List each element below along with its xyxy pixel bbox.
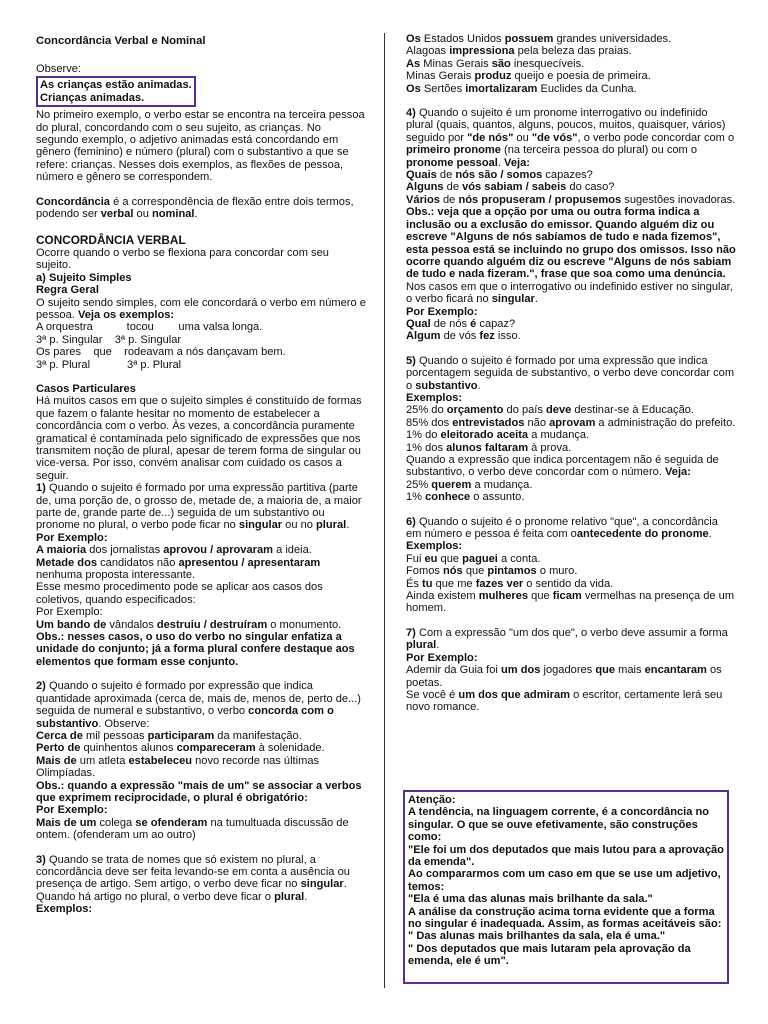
case-3-end: . [304, 890, 308, 903]
regra-text [36, 297, 366, 322]
case-3-num: 3) [36, 853, 46, 866]
c2e2a: Perto de [36, 742, 81, 755]
case-3-exemplos: Exemplos: [36, 903, 93, 916]
example-1-note: 3ª p. Singular 3ª p. Singular [36, 333, 182, 346]
r3b: Minas Gerais [420, 57, 492, 70]
attention-box [403, 790, 729, 984]
case-3-mid: . Quando há artigo no plural, o verbo deve ficar o [36, 878, 347, 903]
case-6 [406, 516, 736, 541]
observe-section [36, 63, 366, 916]
r4a: Minas Gerais [406, 70, 475, 83]
attention-q1: "Ele foi um dos deputados que mais lutou para a aprovação da emenda". [408, 843, 724, 869]
c6e4c: que [528, 590, 553, 603]
case-4-text: Quando o sujeito é um pronome interrogativo ou indefinido plural (quais, quantos, alguns, poucos, muitos, quaisquer, vários) seguido por [406, 107, 726, 144]
c5e2d: aprovam [549, 416, 596, 429]
attention-p2: Ao compararmos com um caso em que se use um adjetivo, temos: [408, 868, 721, 893]
case-1-singular: singular [238, 519, 283, 532]
regra-text-a: O sujeito sendo simples, com ele concordará o verbo em número e pessoa. [36, 296, 366, 321]
c2e3b: um atleta [76, 754, 129, 767]
case-5-ex3 [406, 429, 736, 441]
case-4-q2: "de vós" [531, 131, 578, 144]
c6e1d: paguei [462, 552, 498, 565]
c6e3a: És [406, 577, 423, 590]
case-2-bold: concorda com o substantivo [36, 705, 334, 730]
case-5-ex6 [406, 491, 736, 503]
case-5-b: substantivo [415, 379, 478, 392]
case-1-ex3 [36, 619, 366, 631]
c1e3b: vândalos [106, 618, 157, 631]
case-6-b: antecedente do pronome [576, 528, 709, 541]
case-7-por-exemplo: Por Exemplo: [406, 651, 478, 664]
r4c: queijo e poesia de primeira. [511, 70, 651, 83]
case-4-ex5 [406, 330, 736, 342]
c2e4d: na tumultuada discussão de ontem. (ofenderam um ao outro) [36, 816, 349, 842]
c1e3d: o monumento. [267, 618, 342, 631]
r5c: imortalizaram [465, 82, 538, 95]
c4e2d: do caso? [566, 181, 615, 194]
c5e1a: 25% do [406, 404, 447, 417]
case-4-or: ou [513, 131, 532, 144]
c5e2c: não [524, 416, 550, 429]
c1e1b: dos jornalistas [86, 544, 164, 557]
case-4-ex2 [406, 181, 736, 193]
c5e2a: 85% dos [406, 416, 453, 429]
case-6-ex1 [406, 553, 736, 565]
case-6-ex3 [406, 578, 736, 590]
case-1 [36, 482, 366, 532]
case-5 [406, 355, 736, 392]
definition-nominal: nominal [151, 208, 195, 221]
case-6-num: 6) [406, 515, 416, 528]
c6e4d: ficam [552, 590, 582, 603]
case-4-ex3 [406, 194, 736, 206]
example-2: Os pares que rodeavam a nós dançavam bem. [36, 346, 286, 359]
case-7-ex2 [406, 689, 736, 714]
case-3-plural: plural [274, 890, 305, 903]
case-6-ex4 [406, 590, 736, 615]
c6e2c: que [462, 565, 488, 578]
c6e3b: tu [422, 577, 433, 590]
r2b: impressiona [449, 45, 515, 58]
c4e3c: nós propuseram / propusemos [458, 193, 622, 206]
c6e1a: Fui [406, 552, 425, 565]
case-7-end: . [436, 639, 440, 652]
regra-heading: Regra Geral [36, 284, 99, 297]
attention-p1: A tendência, na linguagem corrente, é a concordância no singular. O que se ouve efetivamente, são construções como: [408, 806, 710, 844]
c5e6a: 1% [406, 491, 426, 504]
c5e3b: eleitorado aceita [440, 429, 529, 442]
c4e5a: Algum [406, 330, 441, 343]
case-7-text: Com a expressão "um dos que", o verbo deve assumir a forma [415, 626, 728, 639]
definition-end: . [194, 208, 198, 221]
attention-p3: A análise da construção acima torna evidente que a forma no singular é inadequada. Assim, as formas aceitáveis são: [408, 905, 722, 931]
c4e4c: é [470, 317, 477, 330]
c5ma: Quando a expressão que indica porcentagem não é seguida de substantivo, o verbo deve concordar com o número. [406, 454, 719, 479]
c4e4b: de nós [430, 317, 471, 330]
c6e3e: o sentido da vida. [523, 577, 614, 590]
c7e1a: Ademir da Guia foi [406, 664, 501, 677]
r-ex1 [406, 33, 736, 45]
case-5-ex4 [406, 442, 736, 454]
observe-examples-box [36, 76, 196, 107]
case-1-end: . [346, 519, 350, 532]
r3c: são [491, 57, 511, 70]
case-3-text: Quando se trata de nomes que só existem no plural, a concordância deve ser feita levando-se em conta a ausência ou presença de artigo. Sem artigo, o verbo deve ficar no [36, 853, 350, 891]
c7e1b: um dos [500, 664, 541, 677]
case-3-singular: singular [300, 878, 344, 891]
c2e2c: compareceram [176, 742, 256, 755]
c1e2a: Metade dos [36, 556, 98, 569]
c2e4c: se ofenderam [135, 816, 208, 829]
c4e3a: Vários [406, 193, 440, 206]
definition-paragraph [36, 196, 366, 221]
case-4-veja: Veja: [504, 156, 530, 169]
r-ex4 [406, 70, 736, 82]
c4e5d: isso. [494, 330, 521, 343]
r3a: As [406, 57, 421, 70]
attention-q3: " Das alunas mais brilhantes da sala, ela é uma." [408, 930, 666, 943]
c5e4c: à prova. [528, 441, 572, 454]
r1d: grandes universidades. [553, 33, 672, 45]
case-4 [406, 107, 736, 169]
c5e1b: orçamento [446, 404, 504, 417]
c4e5b: de vós [440, 330, 480, 343]
case-4-ex4 [406, 318, 736, 330]
c5mb: Veja: [665, 466, 691, 479]
case-2-por-exemplo: Por Exemplo: [36, 804, 108, 817]
case-7 [406, 627, 736, 652]
c4e1b: de [436, 169, 456, 182]
r5b: Sertões [420, 82, 466, 95]
c4e1a: Quais [406, 169, 437, 182]
c5e3a: 1% do [406, 429, 441, 442]
c1e1c: aprovou / aprovaram [163, 544, 273, 557]
case-4-text2: , o verbo pode concordar com o [577, 131, 735, 144]
case-2-num: 2) [36, 680, 46, 693]
case-5-exemplos: Exemplos: [406, 391, 463, 404]
case-4-b2: pronome pessoal [406, 156, 498, 169]
case-1-por-exemplo-plain: Por Exemplo: [36, 606, 103, 619]
case-5-end: . [477, 379, 481, 392]
right-column [406, 33, 736, 714]
case-2 [36, 680, 366, 730]
r2a: Alagoas [406, 45, 450, 58]
c2e1c: participaram [147, 729, 215, 742]
observe-example-1: As crianças estão animadas. [40, 79, 192, 92]
c7e1f: encantaram [644, 664, 707, 677]
c5e6c: o assunto. [470, 491, 525, 504]
definition-term: Concordância [36, 195, 110, 208]
c7e1c: jogadores [540, 664, 596, 677]
case-6-text: Quando o sujeito é o pronome relativo "que", a concordância em número e pessoa é feita com o [406, 515, 718, 541]
case-2-ex4 [36, 817, 366, 842]
c2e3a: Mais de [36, 754, 77, 767]
c5e2e: a administração do prefeito. [595, 416, 736, 429]
case-2-text: Quando o sujeito é formado por expressão que indica quantidade aproximada (cerca de, mais de, menos de, perto de...) seguida de numeral e substantivo, o verbo [36, 680, 361, 718]
case-1-ex2 [36, 557, 366, 582]
c6e3c: que me [432, 577, 476, 590]
case-1-por-exemplo: Por Exemplo: [36, 531, 108, 544]
case-1-text: Quando o sujeito é formado por uma expressão partitiva (parte de, uma porção de, o grosso de, metade de, a maioria de, a maior parte de, grande parte de...) seguida de um substantivo ou pronome no plural, o verbo pode ficar no [36, 482, 362, 532]
definition-text: é a correspondência de flexão entre dois termos, podendo ser [36, 195, 354, 221]
r1b: Estados Unidos [420, 33, 505, 45]
c6e1b: eu [424, 552, 438, 565]
c4e1d: capazes? [542, 169, 593, 182]
case-5-ex1 [406, 404, 736, 416]
c7e2b: um dos que admiram [458, 688, 570, 701]
case-5-ex2 [406, 417, 736, 429]
regra-text-b: Veja os exemplos: [77, 308, 175, 321]
c2e1a: Cerca de [36, 729, 83, 742]
c2e2d: à solenidade. [255, 742, 325, 755]
r2c: pela beleza das praias. [514, 45, 632, 58]
r4b: produz [474, 70, 512, 83]
c4e2b: de [443, 181, 463, 194]
c6e3d: fazes ver [475, 577, 524, 590]
c4e3d: sugestões inovadoras. [621, 193, 736, 206]
casos-heading: Casos Particulares [36, 382, 136, 395]
example-1: A orquestra tocou uma valsa longa. [36, 321, 263, 334]
c4e3b: de [439, 193, 459, 206]
r-ex5 [406, 83, 736, 95]
case-4-text4: . [497, 156, 505, 169]
c4e2a: Alguns [406, 181, 444, 194]
c4mc: . [534, 293, 538, 306]
case-6-end: . [708, 528, 712, 541]
c6e2e: o muro. [536, 565, 578, 578]
case-5-num: 5) [406, 354, 416, 367]
example-2-note: 3ª p. Plural 3ª p. Plural [36, 358, 182, 371]
case-4-obs: Obs.: veja que a opção por uma ou outra forma indica a inclusão ou a exclusão do emissor. Quando alguém diz ou escreve "Alguns de nós sabíamos de tudo e nada fizemos", esta pessoa está se incluindo no grupo dos omissos. Isso não ocorre quando alguém diz ou escreve "Alguns de nós sabiam de tudo e nada fizeram.", frase que soa como uma denúncia. [406, 206, 736, 281]
c6e1c: que [437, 552, 463, 565]
case-5-text: Quando o sujeito é formado por uma expressão que indica porcentagem seguida de substantivo, o verbo deve concordar com o [406, 354, 735, 392]
c4ma: Nos casos em que o interrogativo ou indefinido estiver no singular, o verbo ficará no [406, 280, 733, 306]
case-4-num: 4) [406, 107, 416, 120]
c6e4b: mulheres [478, 590, 529, 603]
c5e5a: 25% [406, 478, 432, 491]
c5e1d: deve [546, 404, 572, 417]
verbal-heading: CONCORDÂNCIA VERBAL [36, 233, 186, 248]
c7e1e: mais [615, 664, 645, 677]
case-3 [36, 854, 366, 904]
c7e2c: o escritor, certamente lerá seu novo romance. [406, 688, 723, 714]
c2e3d: novo recorde nas últimas Olimpíadas. [36, 754, 320, 780]
c4e2c: vós sabiam / sabeis [462, 181, 567, 194]
case-4-b1: primeiro pronome [406, 144, 501, 157]
case-1-ex1 [36, 544, 366, 556]
case-7-num: 7) [406, 626, 416, 639]
case-6-ex2 [406, 565, 736, 577]
case-4-por-exemplo: Por Exemplo: [406, 305, 478, 318]
case-4-text3: (na terceira pessoa do plural) ou com o [500, 144, 698, 157]
observe-label: Observe: [36, 63, 82, 75]
c6e2a: Fomos [406, 565, 443, 578]
c7e2a: Se você é [406, 688, 459, 701]
c5e1e: destinar-se à Educação. [571, 404, 695, 417]
document-title: Concordância Verbal e Nominal [36, 35, 206, 47]
case-2-ex2 [36, 742, 366, 754]
c6e4a: Ainda existem [406, 590, 479, 603]
c2e4a: Mais de um [36, 816, 97, 829]
c5e2b: entrevistados [452, 416, 525, 429]
c6e2d: pintamos [487, 565, 537, 578]
c1e3a: Um bando de [36, 618, 107, 631]
c1e1d: a ideia. [272, 544, 312, 557]
case-6-exemplos: Exemplos: [406, 540, 463, 553]
c5e5b: querem [431, 478, 472, 491]
case-4-ex1 [406, 169, 736, 181]
c4e5c: fez [479, 330, 495, 343]
c4e4a: Qual [406, 317, 431, 330]
r-ex3 [406, 58, 736, 70]
case-5-more [406, 454, 736, 479]
c7e1d: que [595, 664, 616, 677]
r1c: possuem [504, 33, 554, 45]
definition-verbal: verbal [100, 208, 134, 221]
c5e4b: alunos faltaram [446, 441, 529, 454]
c7e1g: os poetas. [406, 664, 722, 689]
c1e2b: candidatos não [97, 556, 179, 569]
observe-example-2: Crianças animadas. [40, 91, 145, 104]
r5d: Euclides da Cunha. [537, 82, 637, 95]
c5e4a: 1% dos [406, 441, 447, 454]
attention-title: Atenção: [408, 794, 456, 806]
c4mb: singular [491, 293, 535, 306]
c4e4d: capaz? [476, 317, 516, 330]
c5e3c: a mudança. [528, 429, 590, 442]
c5e1c: do país [503, 404, 546, 417]
c2e3c: estabeleceu [128, 754, 193, 767]
c6e4e: vermelhas na presença de um homem. [406, 590, 735, 615]
c2e1d: da manifestação. [214, 729, 302, 742]
intro-paragraph: No primeiro exemplo, o verbo estar se encontra na terceira pessoa do plural, concordando com o seu sujeito, as crianças. No segundo exemplo, o adjetivo animadas está concordando em gênero (feminino) e número (plural) com o substantivo a que se refere: crianças. Nesses dois exemplos, as flexões de pessoa, número e gênero se correspondem. [36, 109, 365, 184]
c1e2d: nenhuma proposta interessante. [36, 569, 196, 582]
case-7-ex1 [406, 664, 736, 689]
attention-q2: "Ela é uma das alunas mais brilhante da sala." [408, 893, 653, 906]
r1a: Os [406, 33, 421, 45]
case-2-obs: Obs.: quando a expressão "mais de um" se associar a verbos que exprimem reciprocidade, o plural é obrigatório: [36, 779, 362, 804]
case-2-ex1 [36, 730, 366, 742]
c2e4b: colega [96, 816, 136, 829]
r3d: inesquecíveis. [510, 57, 585, 70]
r-ex2 [406, 45, 736, 57]
case-7-b: plural [406, 639, 437, 652]
case-1-num: 1) [36, 482, 46, 495]
case-2-end: . Observe: [98, 717, 150, 730]
c5e5c: a mudança. [471, 478, 533, 491]
c6e1e: a conta. [497, 552, 541, 565]
c1e3c: destruiu / destruíram [156, 618, 268, 631]
c2e1b: mil pessoas [82, 729, 148, 742]
r5a: Os [406, 82, 421, 95]
sub-a-heading: a) Sujeito Simples [36, 271, 132, 284]
case-4-more [406, 281, 736, 306]
column-divider [384, 33, 385, 988]
case-1-plural: plural [316, 519, 347, 532]
case-1-more: Esse mesmo procedimento pode se aplicar aos casos dos coletivos, quando especificados: [36, 581, 323, 606]
c2e2b: quinhentos alunos [80, 742, 177, 755]
attention-q4: " Dos deputados que mais lutaram pela aprovação da emenda, ele é um". [408, 942, 691, 968]
c5e6b: conhece [425, 491, 471, 504]
c4e1c: nós são / somos [455, 169, 543, 182]
case-1-obs: Obs.: nesses casos, o uso do verbo no singular enfatiza a unidade do conjunto; já a forma plural confere destaque aos elementos que formam esse conjunto. [36, 631, 355, 668]
case-4-q1: "de nós" [467, 131, 514, 144]
case-2-ex3 [36, 755, 366, 780]
c1e1a: A maioria [36, 544, 87, 557]
casos-intro: Há muitos casos em que o sujeito simples é constituído de formas que fazem o falante hesitar no momento de estabelecer a concordância com o verbo. Às vezes, a concordância puramente gramatical é contaminada pelo significado de expressões que nos transmitem noção de plural, apesar de terem forma de singular ou vice-versa. Por isso, convém analisar com cuidado os casos a seguir. [36, 395, 362, 482]
definition-text-or: ou [133, 208, 152, 221]
c1e2c: apresentou / apresentaram [178, 556, 321, 569]
case-1-or: ou no [282, 519, 316, 532]
case-5-ex5 [406, 479, 736, 491]
verbal-intro: Ocorre quando o verbo se flexiona para concordar com seu sujeito. [36, 246, 329, 272]
c6e2b: nós [443, 565, 463, 578]
